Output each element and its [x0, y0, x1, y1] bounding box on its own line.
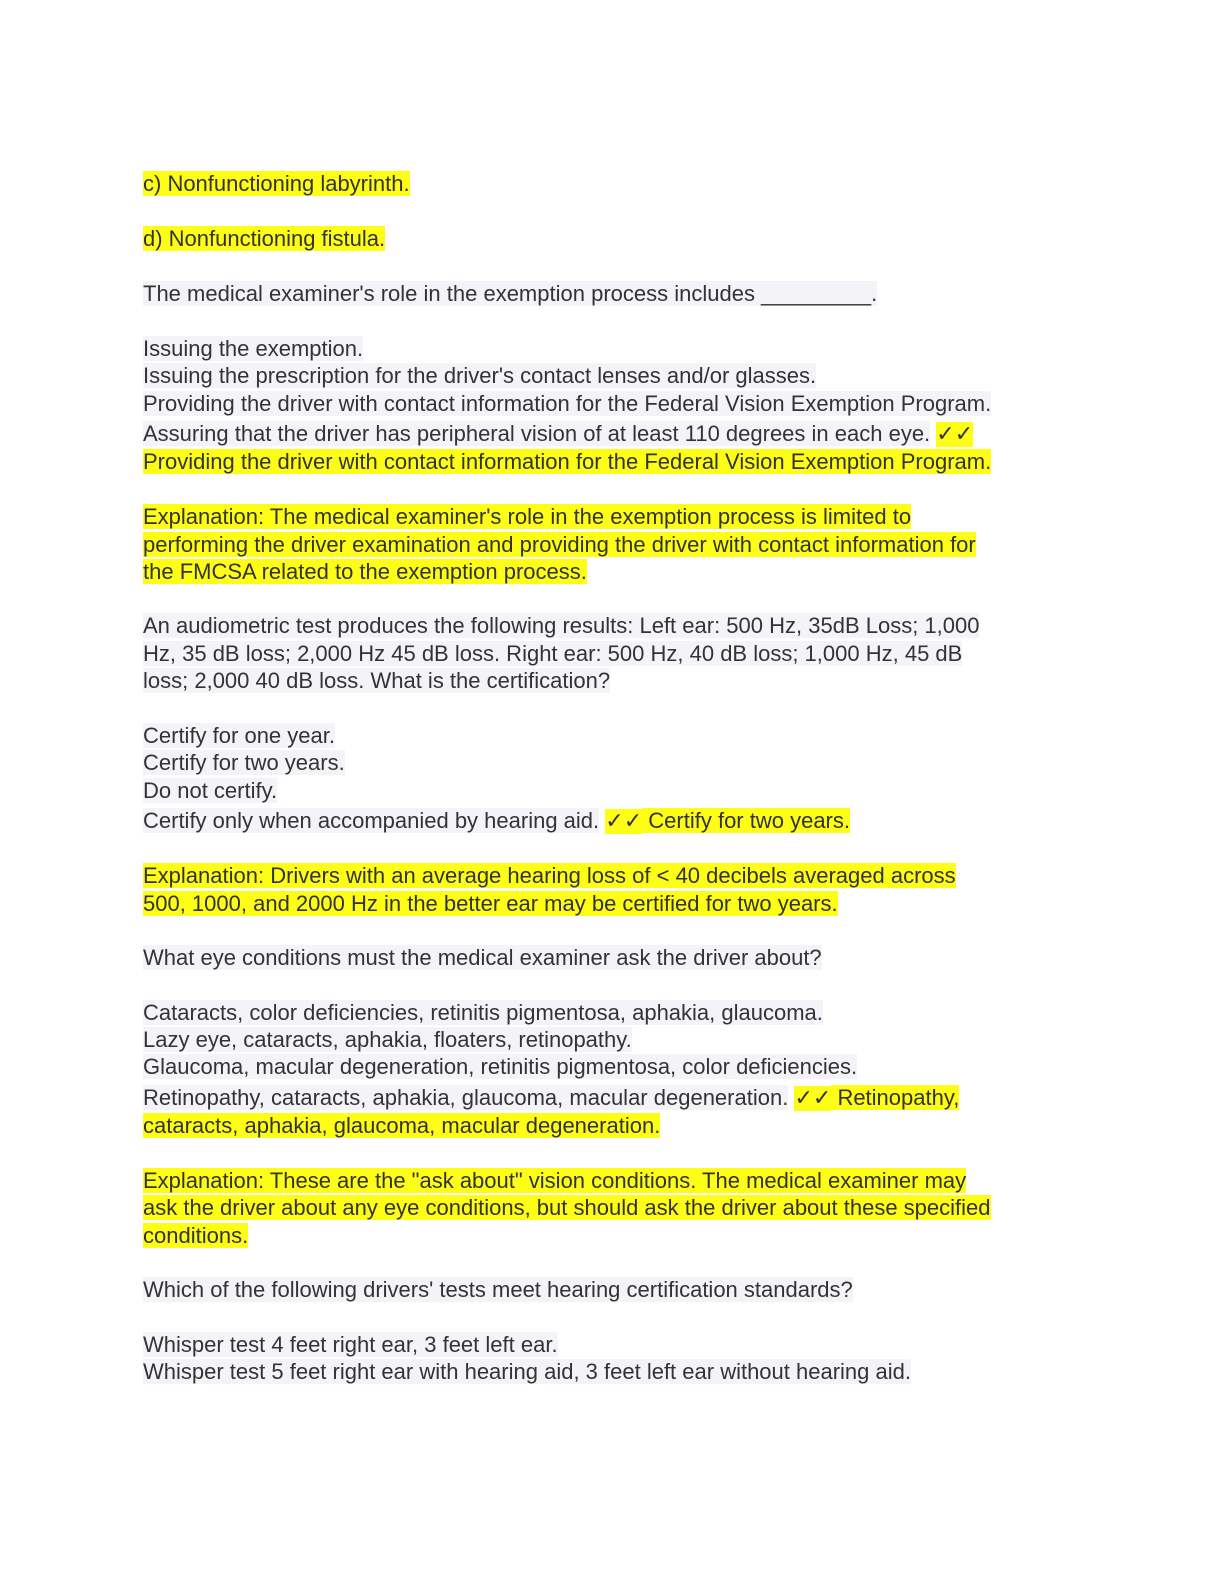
q1-explanation-line-2: performing the driver examination and providing the driver with contact information for	[143, 532, 976, 557]
q3-question: What eye conditions must the medical examiner ask the driver about?	[143, 945, 822, 970]
q2-option-4: Certify only when accompanied by hearing aid. ✓✓ Certify for two years.	[143, 808, 850, 834]
q2-check-icon: ✓✓	[605, 809, 643, 834]
q3-option-3: Glaucoma, macular degeneration, retinitis pigmentosa, color deficiencies.	[143, 1054, 858, 1079]
q1-explanation-line-3: the FMCSA related to the exemption process.	[143, 559, 587, 584]
q4-question: Which of the following drivers' tests meet hearing certification standards?	[143, 1277, 853, 1302]
q2-question-line-2: Hz, 35 dB loss; 2,000 Hz 45 dB loss. Right ear: 500 Hz, 40 dB loss; 1,000 Hz, 45 dB	[143, 641, 963, 666]
q1-check-icon: ✓✓	[936, 422, 974, 447]
q3-option-2: Lazy eye, cataracts, aphakia, floaters, retinopathy.	[143, 1027, 632, 1052]
q3-answer-part-2: cataracts, aphakia, glaucoma, macular degeneration.	[143, 1113, 661, 1138]
q3-option-1: Cataracts, color deficiencies, retinitis pigmentosa, aphakia, glaucoma.	[143, 1000, 823, 1025]
q4-option-1: Whisper test 4 feet right ear, 3 feet left ear.	[143, 1332, 558, 1357]
q2-question-line-3: loss; 2,000 40 dB loss. What is the certification?	[143, 668, 611, 693]
q2-option-1: Certify for one year.	[143, 723, 335, 748]
q3-explanation-line-1: Explanation: These are the "ask about" vision conditions. The medical examiner may	[143, 1168, 967, 1193]
q3-option-4: Retinopathy, cataracts, aphakia, glaucoma, macular degeneration. ✓✓ Retinopathy,	[143, 1085, 960, 1111]
q2-explanation-line-1: Explanation: Drivers with an average hearing loss of < 40 decibels averaged across	[143, 863, 956, 888]
prev-option-c: c) Nonfunctioning labyrinth.	[143, 171, 410, 196]
q1-option-4: Assuring that the driver has peripheral vision of at least 110 degrees in each eye. ✓✓	[143, 421, 974, 447]
q1-question: The medical examiner's role in the exemption process includes _________.	[143, 281, 878, 306]
q3-answer-part-1: Retinopathy,	[837, 1085, 960, 1110]
q1-option-2: Issuing the prescription for the driver's contact lenses and/or glasses.	[143, 363, 817, 388]
q1-explanation-line-1: Explanation: The medical examiner's role in the exemption process is limited to	[143, 504, 912, 529]
q3-explanation-line-2: ask the driver about any eye conditions, but should ask the driver about these specified	[143, 1195, 991, 1220]
q3-explanation-line-3: conditions.	[143, 1223, 249, 1248]
q2-answer: Certify for two years.	[648, 808, 850, 833]
prev-option-d: d) Nonfunctioning fistula.	[143, 226, 386, 251]
q2-option-3: Do not certify.	[143, 778, 278, 803]
q4-option-2: Whisper test 5 feet right ear with hearing aid, 3 feet left ear without hearing aid.	[143, 1359, 911, 1384]
q2-question-line-1: An audiometric test produces the following results: Left ear: 500 Hz, 35dB Loss; 1,000	[143, 613, 980, 638]
q1-option-1: Issuing the exemption.	[143, 336, 364, 361]
q1-answer: Providing the driver with contact information for the Federal Vision Exemption Program.	[143, 449, 992, 474]
q2-option-2: Certify for two years.	[143, 750, 345, 775]
q2-explanation-line-2: 500, 1000, and 2000 Hz in the better ear may be certified for two years.	[143, 891, 838, 916]
q3-check-icon: ✓✓	[794, 1086, 832, 1111]
q1-option-3: Providing the driver with contact information for the Federal Vision Exemption Program.	[143, 391, 992, 416]
